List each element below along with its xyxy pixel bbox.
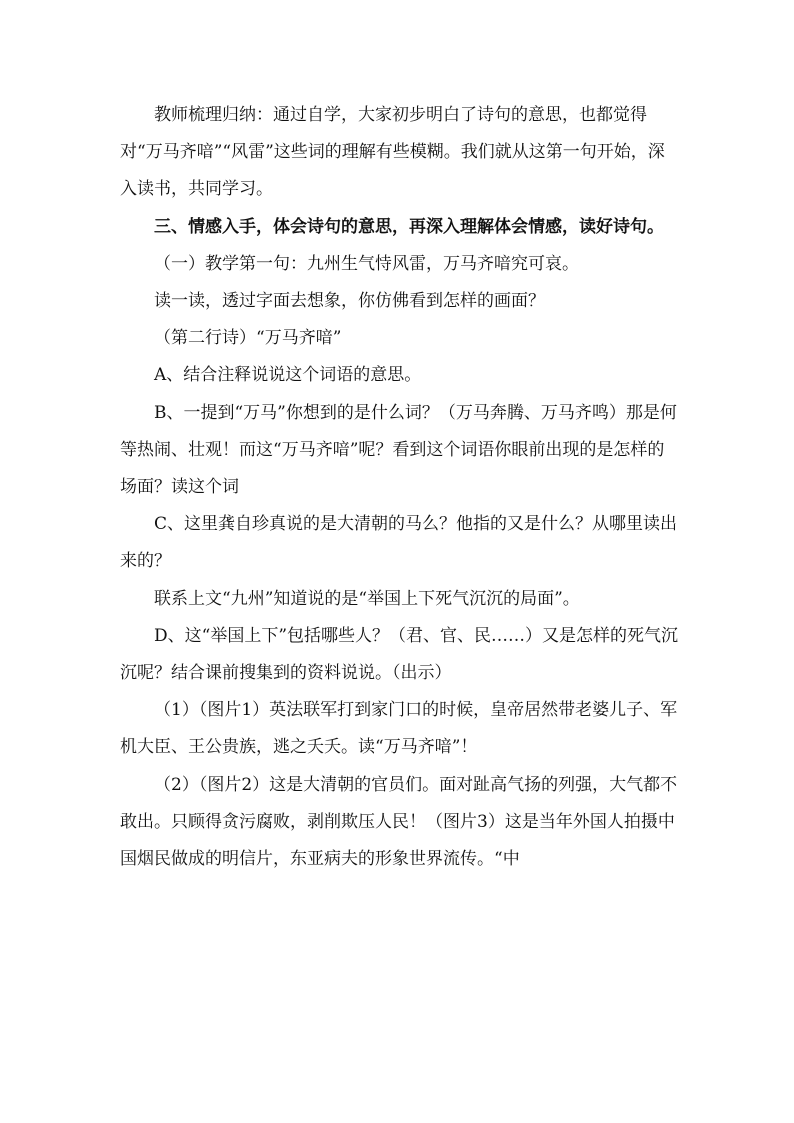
paragraph-a: A、结合注释说说这个词语的意思。: [154, 365, 422, 386]
paragraph-read-imagine: 读一读，透过字面去想象，你仿佛看到怎样的画面？: [154, 291, 545, 312]
paragraph-second-line: （第二行诗）“万马齐喑”: [154, 328, 342, 349]
document-body: [120, 97, 680, 878]
paragraph-context: 联系上文“九州”知道说的是“举国上下死气沉沉的局面”。: [154, 588, 580, 609]
paragraph-example-1: （1）（图片1）英法联军打到家门口的时候，皇帝居然带老婆儿子、军机大臣、王公贵族，逃之夭夭。读“万马齐喑”！: [120, 700, 678, 758]
paragraph-b: B、一提到“万马”你想到的是什么词？（万马奔腾、万马齐鸣）那是何等热闹、壮观！而这“万马齐喑”呢？看到这个词语你眼前出现的是怎样的场面？读这个词: [120, 402, 677, 498]
section-heading: 三、情感入手，体会诗句的意思，再深入理解体会情感，读好诗句。: [154, 216, 664, 237]
paragraph-d: D、这“举国上下”包括哪些人？（君、官、民……）又是怎样的死气沉沉呢？结合课前搜集到的资料说说。（出示）: [120, 625, 679, 684]
paragraph-example-2: （2）（图片2）这是大清朝的官员们。面对趾高气扬的列强，大气都不敢出。只顾得贪污腐败，剥削欺压人民！（图片3）这是当年外国人拍摄中国烟民做成的明信片，东亚病夫的形象世界流传。“中: [120, 774, 678, 870]
paragraph-summary: 教师梳理归纳：通过自学，大家初步明白了诗句的意思，也都觉得对“万马齐喑”“风雷”这些词的理解有些模糊。我们就从这第一句开始，深入读书，共同学习。: [120, 105, 665, 200]
paragraph-line-one: （一）教学第一句：九州生气恃风雷，万马齐喑究可哀。: [154, 253, 579, 274]
paragraph-c: C、这里龚自珍真说的是大清朝的马么？他指的又是什么？从哪里读出来的？: [120, 514, 678, 572]
